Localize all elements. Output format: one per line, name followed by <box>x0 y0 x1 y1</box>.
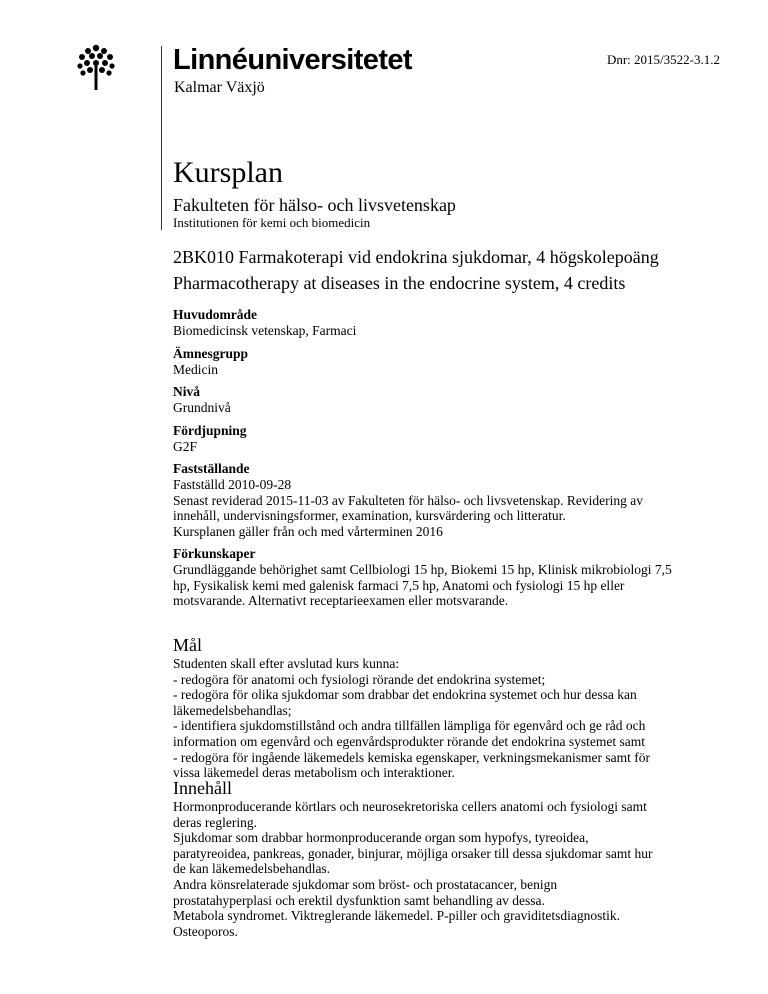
section-line: vissa läkemedel deras metabolism och interaktioner. <box>173 765 455 781</box>
meta-section-faststallande <box>173 461 693 539</box>
meta-section-fordjupning <box>173 423 693 455</box>
meta-value: Medicin <box>173 361 218 377</box>
meta-section-forkunskaper <box>173 546 693 609</box>
meta-value: Grundläggande behörighet samt Cellbiologi 15 hp, Biokemi 15 hp, Klinisk mikrobiologi 7,5 <box>173 562 672 577</box>
section-line: - redogöra för anatomi och fysiologi rörande det endokrina systemet; <box>173 671 546 687</box>
section-line: Andra könsrelaterade sjukdomar som bröst- och prostatacancer, benign <box>173 876 558 892</box>
section-line: deras reglering. <box>173 814 257 830</box>
meta-section-amnesgrupp <box>173 346 693 378</box>
course-title-english: Pharmacotherapy at diseases in the endocrine system, 4 credits <box>173 273 626 293</box>
section-line: - redogöra för olika sjukdomar som drabbar det endokrina systemet och hur dessa kan <box>173 687 637 703</box>
section-heading: Mål <box>173 635 202 655</box>
meta-heading: Fördjupning <box>173 422 247 438</box>
meta-value: Grundnivå <box>173 400 231 415</box>
meta-value: motsvarande. Alternativt receptarieexamen eller motsvarande. <box>173 593 509 608</box>
meta-heading: Nivå <box>173 384 200 399</box>
section-line: - identifiera sjukdomstillstånd och andra tillfällen lämpliga för egenvård och ge råd och <box>173 718 646 734</box>
section-line: Hormonproducerande körtlars och neurosekretoriska cellers anatomi och fysiologi samt <box>173 799 647 814</box>
header-divider <box>161 46 162 230</box>
meta-heading: Ämnesgrupp <box>173 345 249 361</box>
meta-value: Kursplanen gäller från och med vårterminen 2016 <box>173 523 443 539</box>
section-line: prostatahyperplasi och erektil dysfunktion samt behandling av dessa. <box>173 892 545 908</box>
section-line: Osteoporos. <box>173 923 238 939</box>
meta-heading: Förkunskaper <box>173 546 256 561</box>
section-line: information om egenvård och egenvårdsprodukter rörande det endokrina systemet samt <box>173 733 645 749</box>
meta-value: Biomedicinsk vetenskap, Farmaci <box>173 323 357 338</box>
section-innehall <box>173 777 693 939</box>
course-title-swedish: 2BK010 Farmakoterapi vid endokrina sjukdomar, 4 högskolepoäng <box>173 247 659 267</box>
meta-section-niva <box>173 384 693 416</box>
section-line: Sjukdomar som drabbar hormonproducerande organ som hypofys, tyreoidea, <box>173 830 589 846</box>
meta-value: Senast reviderad 2015-11-03 av Fakulteten för hälso- och livsvetenskap. Revidering av <box>173 492 643 508</box>
meta-heading: Fastställande <box>173 461 250 476</box>
section-line: Metabola syndromet. Viktreglerande läkemedel. P-piller och graviditetsdiagnostik. <box>173 908 620 924</box>
section-line: Studenten skall efter avslutad kurs kunna: <box>173 656 400 671</box>
page-title: Kursplan <box>173 156 283 189</box>
institution-name: Institutionen för kemi och biomedicin <box>173 215 371 230</box>
university-name: Linnéuniversitetet <box>173 44 412 76</box>
section-heading: Innehåll <box>173 778 232 798</box>
meta-section-huvudomrade <box>173 307 693 339</box>
meta-value: innehåll, undervisningsformer, examination, kursvärdering och litteratur. <box>173 508 566 523</box>
university-cities: Kalmar Växjö <box>174 79 265 96</box>
faculty-name: Fakulteten för hälso- och livsvetenskap <box>173 195 456 215</box>
university-tree-logo-icon <box>76 42 116 92</box>
meta-heading: Huvudområde <box>173 307 258 322</box>
section-line: paratyreoidea, pankreas, gonader, binjurar, möjliga orsaker till dessa sjukdomar samt hur <box>173 845 653 861</box>
course-meta <box>173 307 693 616</box>
section-line: - redogöra för ingående läkemedels kemiska egenskaper, verkningsmekanismer samt för <box>173 749 651 765</box>
document-number: Dnr: 2015/3522-3.1.2 <box>606 52 720 67</box>
meta-value: G2F <box>173 438 198 454</box>
section-mal <box>173 634 693 781</box>
meta-value: Fastställd 2010-09-28 <box>173 477 292 492</box>
section-line: de kan läkemedelsbehandlas. <box>173 861 331 877</box>
section-line: läkemedelsbehandlas; <box>173 702 292 718</box>
meta-value: hp, Fysikalisk kemi med galenisk farmaci 7,5 hp, Anatomi och fysiologi 15 hp eller <box>173 577 625 593</box>
